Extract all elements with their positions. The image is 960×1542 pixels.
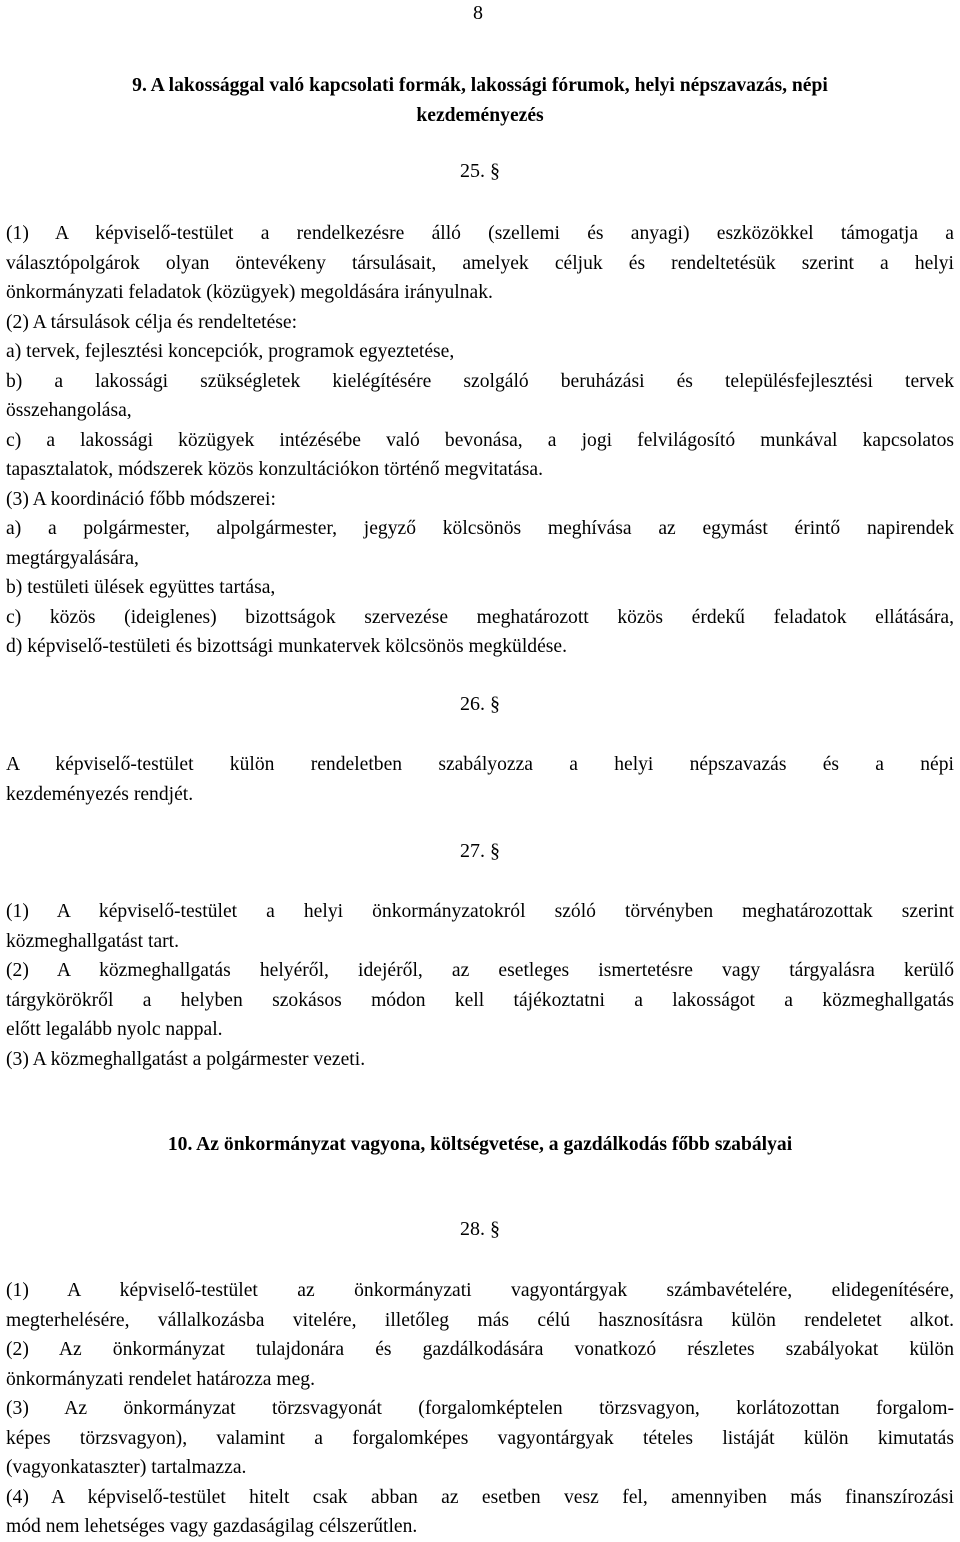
list-item: c) közös (ideiglenes) bizottságok szervezése meghatározott közös érdekű feladatok ellátására,: [6, 606, 954, 628]
list-item: c) a lakossági közügyek intézésébe való bevonása, a jogi felvilágosító munkával kapcsolatos: [6, 429, 954, 451]
paragraph-line: (2) A közmeghallgatás helyéről, idejéről, az esetleges ismertetésre vagy tárgyalásra kerülő: [6, 960, 954, 981]
chapter-9-title-line: kezdeményezés: [416, 104, 544, 126]
paragraph-line: (1) A képviselő-testület a helyi önkormányzatokról szóló törvényben meghatározottak szerint: [6, 901, 954, 922]
list-item: a) a polgármester, alpolgármester, jegyző kölcsönös meghívása az egymást érintő napirendek: [6, 518, 954, 539]
chapter-10-title: [6, 1130, 954, 1160]
list-item: megtárgyalására,: [6, 547, 139, 569]
section-28-body: [6, 1276, 954, 1542]
paragraph-line: (3) A közmeghallgatást a polgármester vezeti.: [6, 1048, 366, 1070]
paragraph-line: (3) A koordináció főbb módszerei:: [6, 488, 276, 510]
list-item: b) testületi ülések együttes tartása,: [6, 577, 276, 598]
paragraph-line: (1) A képviselő-testület az önkormányzati vagyontárgyak számbavételére, elidegenítésére,: [6, 1280, 954, 1301]
paragraph-line: önkormányzati feladatok (közügyek) megoldására irányulnak.: [6, 282, 493, 303]
paragraph-line: mód nem lehetséges vagy gazdaságilag célszerűtlen.: [6, 1516, 418, 1537]
chapter-9-title-line: 9. A lakossággal való kapcsolati formák, lakossági fórumok, helyi népszavazás, népi: [132, 75, 828, 96]
paragraph-line: előtt legalább nyolc nappal.: [6, 1019, 223, 1040]
paragraph-line: képes törzsvagyon), valamint a forgalomképes vagyontárgyak tételes listáját külön kimutatás: [6, 1427, 954, 1449]
paragraph-line: A képviselő-testület külön rendeletben szabályozza a helyi népszavazás és a népi: [6, 754, 954, 775]
paragraph-line: (2) Az önkormányzat tulajdonára és gazdálkodására vonatkozó részletes szabályokat külön: [6, 1339, 954, 1360]
chapter-9-title: [6, 71, 954, 130]
paragraph-line: tárgykörökről a helyben szokásos módon kell tájékoztatni a lakosságot a közmeghallgatás: [6, 989, 954, 1011]
paragraph-line: (3) Az önkormányzat törzsvagyonát (forgalomképtelen törzsvagyon, korlátozottan forgalom-: [6, 1398, 954, 1419]
paragraph-line: megterhelésére, vállalkozásba vitelére, illetőleg más célú hasznosításra külön rendeletet alkot.: [6, 1309, 954, 1331]
paragraph-line: választópolgárok olyan öntevékeny társulásait, amelyek céljuk és rendeltetésük szerint a helyi: [6, 252, 954, 274]
paragraph-line: közmeghallgatást tart.: [6, 930, 180, 952]
section-27-body: [6, 897, 954, 1074]
list-item: összehangolása,: [6, 400, 132, 421]
paragraph-line: (1) A képviselő-testület a rendelkezésre álló (szellemi és anyagi) eszközökkel támogatja a: [6, 223, 954, 244]
list-item: d) képviselő-testületi és bizottsági munkatervek kölcsönös megküldése.: [6, 636, 568, 657]
list-item: b) a lakossági szükségletek kielégítésére szolgáló beruházási és településfejlesztési tervek: [6, 370, 954, 392]
list-item: tapasztalatok, módszerek közös konzultációkon történő megvitatása.: [6, 459, 544, 480]
chapter-10-title-line: 10. Az önkormányzat vagyona, költségvetése, a gazdálkodás főbb szabályai: [167, 1134, 793, 1155]
section-26-heading: 26. §: [460, 693, 500, 715]
page-number: 8: [473, 2, 483, 24]
paragraph-line: (2) A társulások célja és rendeltetése:: [6, 311, 298, 333]
section-28-heading: 28. §: [460, 1218, 500, 1240]
section-25-body: [6, 219, 954, 662]
paragraph-line: kezdeményezés rendjét.: [6, 783, 194, 805]
section-27-heading: 27. §: [460, 840, 500, 862]
section-26-body: [6, 750, 954, 809]
section-25-heading: 25. §: [460, 160, 500, 182]
paragraph-line: (4) A képviselő-testület hitelt csak abban az esetben vesz fel, amennyiben más finanszírozási: [6, 1486, 954, 1508]
paragraph-line: (vagyonkataszter) tartalmazza.: [6, 1457, 247, 1478]
list-item: a) tervek, fejlesztési koncepciók, programok egyeztetése,: [6, 341, 455, 362]
paragraph-line: önkormányzati rendelet határozza meg.: [6, 1368, 315, 1390]
